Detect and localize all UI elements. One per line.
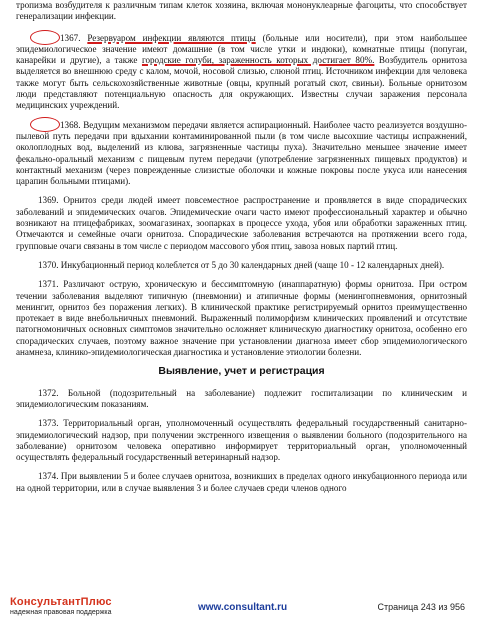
section-heading: Выявление, учет и регистрация: [158, 365, 325, 378]
paragraph-1370: 1370. Инкубационный период колеблется от 5 до 30 календарных дней (чаще 10 - 12 календарных дней).: [38, 259, 445, 270]
paragraph-1373: 1373. Территориальный орган, уполномоченный осуществлять федеральный государственный санитарно-эпидемиологический надзор, при получении экстренного извещения о выявлении больного (подозрительного на заболевание) орнитозом человека оперативно информирует территориальный орган, уполномоченный осуществлять федеральный государственный ветеринарный надзор.: [16, 418, 467, 463]
paragraph-1368: [16, 120, 467, 188]
website-link[interactable]: www.consultant.ru: [198, 602, 288, 613]
paragraph-1372: 1372. Больной (подозрительный на заболевание) подлежит госпитализации по клиническим и эпидемиологическим показаниям.: [16, 387, 467, 409]
paragraph-1369: 1369. Орнитоз среди людей имеет повсеместное распространение и проявляется в виде спорадических заболеваний и эпидемических очагов. Эпидемические очаги часто имеют профессиональный характер и обычно возникают на птицефабриках, зоомагазинах, зоопарках в процессе ухода, убоя или обработки зараженных птиц. Отмечаются и семейные очаги орнитоза. Спорадические заболевания встречаются на протяжении всего года, групповые очаги связаны в том числе с периодом массового убоя птиц, завоза новых партий птиц.: [16, 195, 467, 251]
paragraph-text: Возбудитель орнитоза выделяется во внешнюю среду с калом, мочой, носовой слизью, слюной птиц. Источником инфекции для человека также могут быть сельскохозяйственные животные (овцы, крупный рогатый скот, свиньи). Больные орнитозом люди представляют потенциальную опасность для окружающих. Известны случаи заражения персонала медицинских учреждений.: [16, 55, 467, 111]
page-counter: Страница 243 из 956: [377, 602, 465, 612]
page-footer: [0, 594, 479, 622]
red-circle-annotation: [30, 30, 60, 45]
paragraph-number-1368: 1368.: [38, 120, 80, 131]
paragraph-1367: [16, 33, 467, 112]
brand-logo: КонсультантПлюс: [10, 596, 112, 608]
document-body: [16, 0, 467, 502]
underlined-phrase: Резервуаром инфекции являются птицы: [87, 32, 256, 43]
paragraph-1371: 1371. Различают острую, хроническую и бессимптомную (инаппаратную) формы орнитоза. При остром течении заболевания выделяют типичную (пневмонии) и атипичные формы (менингопневмония, орнитозный менингит, орнитоз без поражения легких). В клинической практике регистрируемый орнитоз преимущественно протекает в виде внебольничных пневмоний. Выраженный полиморфизм клинических проявлений и отсутствие патогномоничных основных симптомов значительно осложняет клиническую диагностику орнитоза, особенно его спорадических случаев, поэтому важное значение при установлении диагноза имеет сбор эпидемиологического анамнеза, клинико-эпидемиологическая диагностика и установление этиологии болезни.: [16, 279, 467, 358]
paragraph-text: Ведущим механизмом передачи является аспирационный. Наиболее часто реализуется воздушно-пылевой путь передачи при вдыхании контаминированной пыли (в том числе высохшие частицы испражнений, околоплодных вод, выделений из клюва, загрязненные частицы пуха). Значительно меньшее значение имеет фекально-оральный механизм с пищевым путем передачи (употребление загрязненных пищевых продуктов) и контактный механизм (через поврежденные слизистые оболочки и кожные покровы после укуса или нанесения царапин больными птицами).: [16, 119, 467, 187]
paragraph-number-1367: 1367.: [38, 33, 80, 44]
underlined-phrase-2: городские голуби, зараженность которых достигает 80%.: [141, 55, 375, 66]
paragraph-text: (больные или носители), при этом наибольшее эпидемиологическое значение имеют домашние (в том числе утки и индюки), комнатные птицы (попугаи, канарейки и другие), а также: [16, 32, 468, 66]
paragraph-1374: 1374. При выявлении 5 и более случаев орнитоза, возникших в пределах одного инкубационного периода или на одной территории, или в случае выявления 3 и более случаев среди членов одного: [16, 471, 467, 493]
red-circle-annotation: [30, 117, 60, 132]
brand-tagline: надежная правовая поддержка: [10, 609, 112, 616]
paragraph-intro: тропизма возбудителя к различным типам клеток хозяина, включая мононуклеарные фагоциты, что способствует генерализации инфекции.: [16, 0, 467, 22]
